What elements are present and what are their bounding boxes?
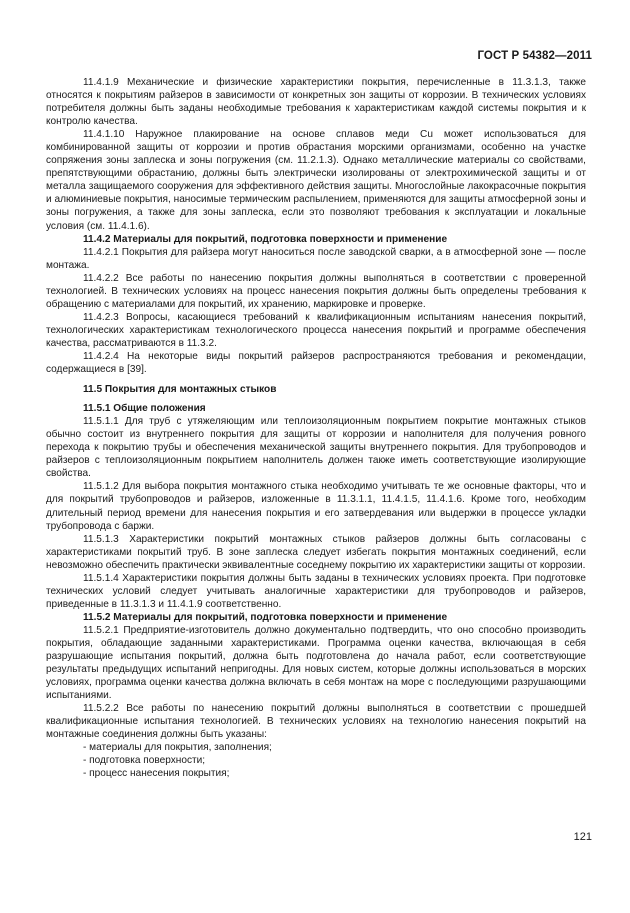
body-paragraph: 11.4.2.2 Все работы по нанесению покрытия должны выполняться в соответствии с проверенной технологией. В технических условиях на процесс нанесения покрытия должны быть определены требования к обращению с материалами для покрытий, их хранению, маркировке и проверке. bbox=[46, 272, 586, 310]
body-paragraph: 11.5.2.1 Предприятие-изготовитель должно документально подтвердить, что оно способно производить покрытия, обладающие заданными характеристиками. Программа оценки качества, включающая в себя разрушающие испытания покрытий, должна быть подготовлена до начала работ, если соответствующие результаты предыдущих испытаний непригодны. Для новых систем, которые должны использоваться в морских условиях, программа оценки качества должна включать в себя монтаж на море с последующими разрушающими испытаниями. bbox=[46, 624, 586, 702]
standard-header: ГОСТ Р 54382—2011 bbox=[477, 50, 592, 62]
body-paragraph: 11.4.2.3 Вопросы, касающиеся требований к квалификационным испытаниям нанесения покрытий, технологических характеристикам технологического процесса нанесения покрытий и программе обеспечения качества, рассматриваются в 11.3.2. bbox=[46, 311, 586, 349]
body-paragraph: 11.5.1.4 Характеристики покрытия должны быть заданы в технических условиях проекта. При подготовке технических условий следует учитывать аналогичные характеристики для трубопроводов и райзеров, приведенные в 11.3.1.3 и 11.4.1.9 соответственно. bbox=[46, 572, 586, 610]
section-heading: 11.5 Покрытия для монтажных стыков bbox=[83, 384, 277, 396]
body-paragraph: 11.5.1.1 Для труб с утяжеляющим или теплоизоляционным покрытием покрытие монтажных стыков обычно состоит из внутреннего покрытия для защиты от коррозии и наполнителя для получения ровного перехода к покрытию трубы и обеспечения механической защиты внутреннего покрытия. Для трубопроводов и райзеров с теплоизоляционным покрытием наполнитель должен также иметь соответствующие изолирующие свойства. bbox=[46, 416, 586, 480]
body-paragraph: 11.5.2.2 Все работы по нанесению покрытий должны выполняться в соответствии с прошедшей квалификационные испытания технологией. В технических условиях на технологию нанесения покрытий на монтажные соединения должны быть указаны: bbox=[46, 703, 586, 741]
page-number: 121 bbox=[573, 831, 592, 843]
body-paragraph: 11.4.2.4 На некоторые виды покрытий райзеров распространяются требования и рекомендации, содержащиеся в [39]. bbox=[46, 350, 586, 376]
list-item: - процесс нанесения покрытия; bbox=[83, 768, 230, 780]
body-paragraph: 11.5.1.2 Для выбора покрытия монтажного стыка необходимо учитывать те же основные факторы, что и для покрытий трубопроводов и райзеров, изложенные в 11.3.1.1, 11.4.1.5, 11.4.1.6. Кроме того, необходим длительный период времени для нанесения покрытия и его затвердевания или выдержки в процессе укладки трубопровода с баржи. bbox=[46, 481, 586, 532]
body-paragraph: 11.4.2.1 Покрытия для райзера могут наноситься после заводской сварки, а в атмосферной зоне — после монтажа. bbox=[46, 246, 586, 271]
body-paragraph: 11.5.1.3 Характеристики покрытий монтажных стыков райзеров должны быть согласованы с характеристиками покрытий труб. В зоне заплеска следует избегать покрытия монтажных соединений, если невозможно обеспечить практически эквивалентные соседнему покрытию их характеристики защиты от коррозии. bbox=[46, 533, 586, 571]
list-item: - подготовка поверхности; bbox=[83, 755, 206, 767]
body-paragraph: 11.4.1.10 Наружное плакирование на основе сплавов меди Cu может использоваться для комбинированной защиты от коррозии и против обрастания морскими организмами, особенно на участке сопряжения зоны заплеска и зоны погружения (см. 11.2.1.3). Однако металлические материалы со свойствами, препятствующими обрастанию, должны быть электрически изолированы от электрохимической защиты и от металла защищаемого сооружения для эффективного действия защиты. Многослойные лакокрасочные покрытия и алюминиевые покрытия, наносимые термическим распылением, применяются для защиты атмосферной зоны и зоны погружения, а также для зоны заплеска, если это позволяют требования к эксплуатации и локальные условия (см. 11.4.1.6). bbox=[46, 129, 586, 232]
body-paragraph: 11.4.1.9 Механические и физические характеристики покрытия, перечисленные в 11.3.1.3, также относятся к покрытиям райзеров в зависимости от конкретных зон защиты от коррозии. В технических условиях потребителя должны быть заданы необходимые требования к характеристикам каждой системы покрытия и к контролю качества. bbox=[46, 77, 586, 128]
subsection-heading: 11.5.2 Материалы для покрытий, подготовка поверхности и применение bbox=[83, 611, 448, 623]
document-body bbox=[46, 76, 586, 780]
subsection-heading: 11.4.2 Материалы для покрытий, подготовка поверхности и применение bbox=[83, 233, 448, 245]
list-item: - материалы для покрытия, заполнения; bbox=[83, 742, 272, 754]
subsection-heading: 11.5.1 Общие положения bbox=[83, 403, 206, 415]
